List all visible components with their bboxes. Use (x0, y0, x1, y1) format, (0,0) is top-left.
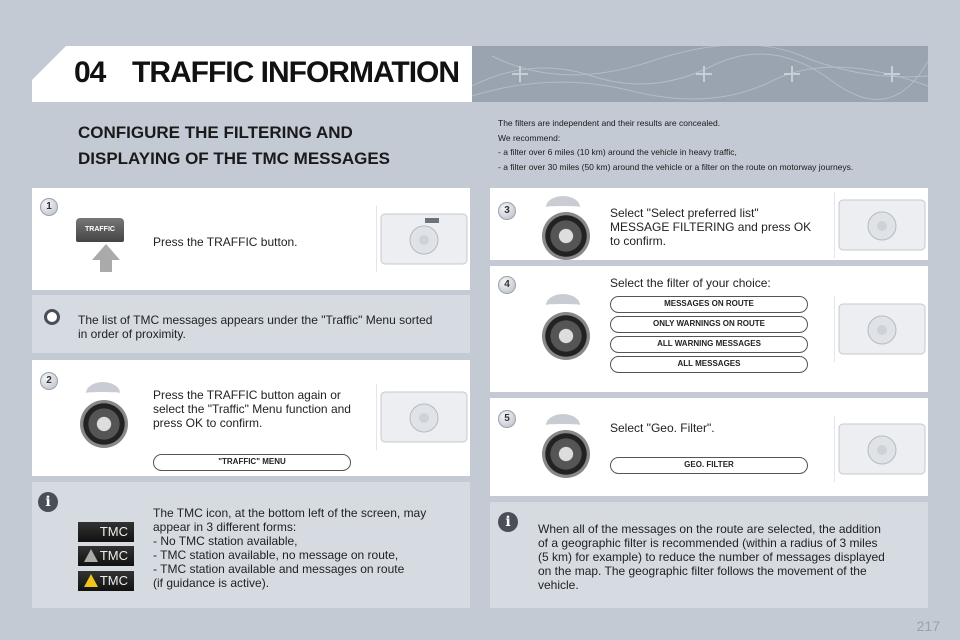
tip-line: The list of TMC messages appears under the "Traffic" Menu sorted (78, 313, 433, 327)
step1-text: Press the TRAFFIC button. (153, 235, 298, 249)
step-badge: 1 (40, 198, 58, 216)
step2-line: Press the TRAFFIC button again or (153, 388, 341, 402)
info-icon: i (498, 512, 518, 532)
info-line: The TMC icon, at the bottom left of the screen, may (153, 506, 427, 520)
step3-text (610, 206, 811, 248)
step-badge: 4 (498, 276, 516, 294)
tip-text (78, 313, 432, 341)
tmc-label: TMC (99, 573, 128, 588)
tmc-icon: TMC (78, 522, 134, 542)
chapter-number: 04 (74, 56, 106, 89)
filter-notes (498, 116, 918, 174)
info-line: - TMC station available and messages on route (153, 562, 405, 576)
knob-icon (542, 430, 590, 478)
info-line: - No TMC station available, (153, 534, 298, 548)
info-left-text (153, 506, 426, 590)
step2-text (153, 388, 351, 430)
option-all-messages: ALL MESSAGES (610, 356, 808, 373)
option-only-warnings-on-route: ONLY WARNINGS ON ROUTE (610, 316, 808, 333)
tmc-icon-messages (78, 571, 134, 591)
warning-triangle-icon (84, 574, 98, 587)
radio-unit-image (834, 416, 928, 482)
knob-icon (542, 212, 590, 260)
step2-line: press OK to confirm. (153, 416, 263, 430)
info-line: When all of the messages on the route are selected, the addition (538, 522, 881, 536)
radio-unit-image (834, 296, 928, 362)
option-messages-on-route: MESSAGES ON ROUTE (610, 296, 808, 313)
traffic-key-icon: TRAFFIC (76, 218, 124, 242)
option-all-warning-messages: ALL WARNING MESSAGES (610, 336, 808, 353)
note-line: - a filter over 6 miles (10 km) around the vehicle in heavy traffic, (498, 147, 737, 157)
traffic-menu-pill: "TRAFFIC" MENU (153, 454, 351, 471)
chapter-title: TRAFFIC INFORMATION (132, 56, 460, 89)
step3-line: Select "Select preferred list" (610, 206, 759, 220)
warning-triangle-icon (84, 549, 98, 562)
radio-unit-image (376, 384, 470, 450)
info-line: of a geographic filter is recommended (within a radius of 3 miles (538, 536, 878, 550)
info-line: (5 km) for example) to reduce the number of messages displayed (538, 550, 885, 564)
step2-line: select the "Traffic" Menu function and (153, 402, 351, 416)
info-line: on the map. The geographic filter follows the movement of the (538, 564, 867, 578)
note-line: We recommend: (498, 132, 561, 143)
knob-icon (80, 400, 128, 448)
step-badge: 3 (498, 202, 516, 220)
note-line: - a filter over 30 miles (50 km) around the vehicle or a filter on the route on motorway journeys. (498, 161, 854, 172)
info-right-text (538, 522, 885, 592)
note-line: The filters are independent and their results are concealed. (498, 118, 721, 128)
geo-filter-pill: GEO. FILTER (610, 457, 808, 474)
info-line: vehicle. (538, 578, 579, 592)
step3-line: MESSAGE FILTERING and press OK (610, 220, 812, 234)
step-badge: 2 (40, 372, 58, 390)
tmc-icon-no-message (78, 546, 134, 566)
section-title-line: CONFIGURE THE FILTERING AND (78, 123, 353, 142)
info-line: - TMC station available, no message on route, (153, 548, 399, 562)
map-banner (472, 46, 928, 102)
info-icon: i (38, 492, 58, 512)
knob-icon (542, 312, 590, 360)
radio-unit-image (834, 192, 928, 258)
sun-icon (44, 309, 60, 325)
step4-text: Select the filter of your choice: (610, 276, 771, 290)
section-title (78, 120, 458, 172)
arrow-stem (100, 258, 112, 272)
page-number: 217 (916, 618, 940, 634)
step5-text: Select "Geo. Filter". (610, 421, 715, 435)
info-line: appear in 3 different forms: (153, 520, 297, 534)
info-line: (if guidance is active). (153, 576, 270, 590)
section-title-line: DISPLAYING OF THE TMC MESSAGES (78, 149, 391, 168)
step3-line: to confirm. (610, 234, 667, 248)
radio-unit-image (376, 206, 470, 272)
step-badge: 5 (498, 410, 516, 428)
tip-line: in order of proximity. (78, 327, 186, 341)
tmc-label: TMC (99, 548, 128, 563)
